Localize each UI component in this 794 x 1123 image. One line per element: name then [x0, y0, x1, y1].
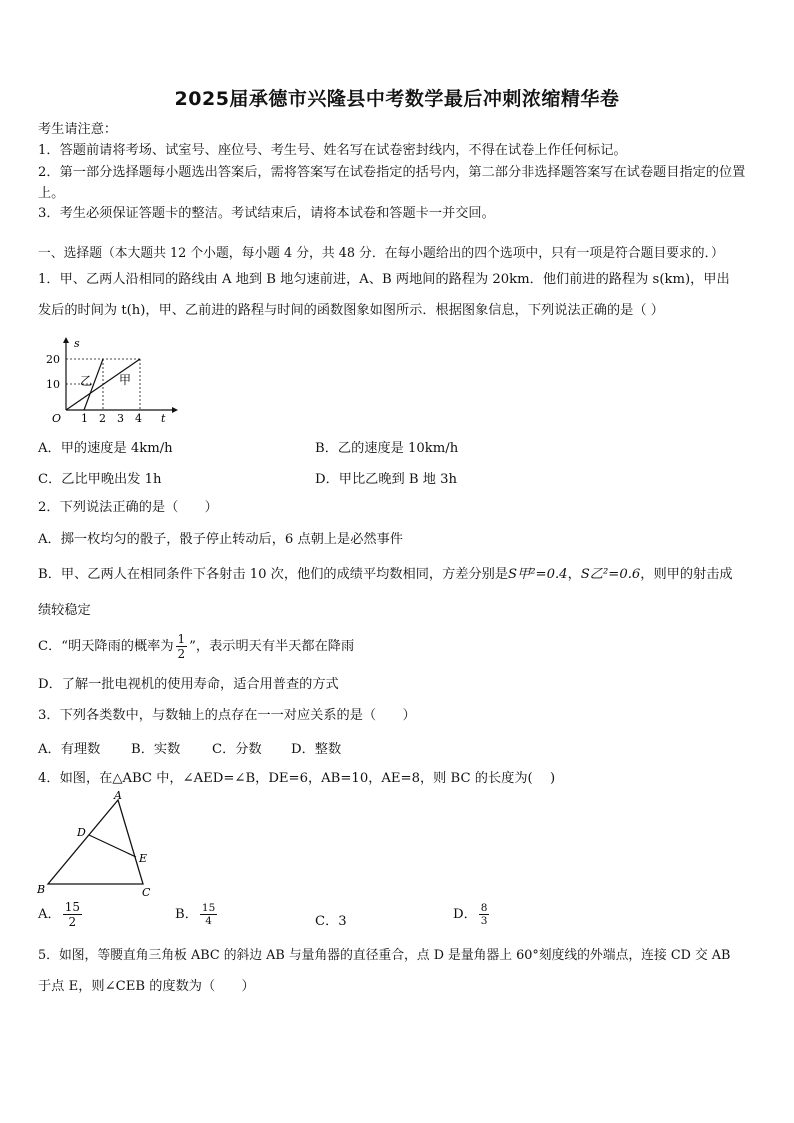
option-prefix: D． [453, 907, 477, 922]
notice-item: 2．第一部分选择题每小题选出答案后，需将答案写在试卷指定的括号内，第二部分非选择题答案写在试卷题目指定的位置上。 [38, 165, 746, 201]
section-heading: 一、选择题（本大题共 12 个小题，每小题 4 分，共 48 分．在每小题给出的四个选项中，只有一项是符合题目要求的．） [38, 246, 724, 261]
vertex-b-label: B [37, 883, 46, 896]
notice-item: 3．考生必须保证答题卡的整洁。考试结束后，请将本试卷和答题卡一并交回。 [38, 206, 495, 221]
q1-option-d: D．甲比乙晚到 B 地 3h [315, 472, 458, 487]
q1-distance-time-graph [40, 334, 180, 426]
x-tick-label: 2 [99, 412, 106, 425]
y-axis-arrow [63, 337, 69, 343]
numerator: 8 [480, 902, 488, 914]
q2-option-c-text-end: ”，表示明天有半天都在降雨 [189, 639, 355, 654]
fraction-15-4 [200, 902, 217, 927]
variance-yi: S乙²=0.6 [580, 567, 641, 582]
q2-stem: 2．下列说法正确的是（ ） [38, 500, 218, 515]
q2-option-a: A．掷一枚均匀的骰子，骰子停止转动后，6 点朝上是必然事件 [38, 532, 403, 547]
vertex-c-label: C [142, 886, 151, 899]
x-tick-label: 3 [117, 412, 124, 425]
denominator: 4 [205, 915, 212, 927]
q4-option-a [38, 900, 84, 929]
q2-option-b-line2: 绩较稳定 [38, 603, 91, 618]
q2-option-c-text: C．“明天降雨的概率为 [38, 639, 174, 654]
point-e-label: E [139, 852, 148, 865]
q2-option-b-text: B．甲、乙两人在相同条件下各射击 10 次，他们的成绩平均数相同，方差分别是 [38, 567, 509, 582]
x-axis-arrow [172, 407, 178, 413]
page-title: 2025届承德市兴隆县中考数学最后冲刺浓缩精华卷 [174, 88, 620, 110]
option-prefix: B． [175, 907, 198, 922]
numerator: 1 [177, 632, 186, 646]
q3-option-c: C．分数 [212, 742, 262, 757]
q4-option-c: C．3 [315, 914, 347, 929]
q4-triangle-figure [36, 790, 161, 900]
denominator: 2 [68, 915, 77, 929]
point-d-label: D [77, 826, 86, 839]
q4-option-b [175, 902, 219, 927]
fraction-8-3 [479, 902, 490, 927]
fraction-one-half [176, 632, 188, 661]
q1-option-b: B．乙的速度是 10km/h [315, 441, 459, 456]
x-tick-label: 4 [135, 412, 142, 425]
fraction-15-2 [63, 900, 82, 929]
q1-option-a: A．甲的速度是 4km/h [38, 441, 173, 456]
denominator: 3 [480, 915, 488, 927]
t-axis-label: t [161, 412, 166, 425]
q1-stem-line1: 1．甲、乙两人沿相同的路线由 A 地到 B 地匀速前进，A、B 两地间的路程为 20km．他们前进的路程为 s(km)，甲出 [38, 272, 730, 287]
y-tick-label: 10 [46, 378, 60, 391]
x-tick-label: 1 [81, 412, 88, 425]
y-tick-label: 20 [46, 353, 60, 366]
option-prefix: A． [38, 907, 61, 922]
q2-option-b-text-end: ，则甲的射击成 [640, 567, 733, 582]
label-jia: 甲 [119, 373, 132, 387]
notice-item: 1．答题前请将考场、试室号、座位号、考生号、姓名写在试卷密封线内，不得在试卷上作任何标记。 [38, 143, 627, 158]
q3-option-b: B．实数 [131, 742, 181, 757]
origin-label: O [52, 412, 62, 425]
s-axis-label: s [74, 337, 80, 350]
q4-option-d [453, 902, 491, 927]
triangle-abc [48, 800, 143, 884]
q2-option-b [38, 565, 733, 585]
notice-heading: 考生请注意： [38, 122, 118, 137]
q3-option-a: A．有理数 [38, 742, 101, 757]
denominator: 2 [177, 647, 186, 661]
variance-jia: S甲²=0.4 [508, 567, 568, 582]
q3-option-d: D．整数 [291, 742, 342, 757]
q4-stem: 4．如图，在△ABC 中，∠AED=∠B，DE=6，AB=10，AE=8，则 BC 的长度为( ) [38, 771, 556, 786]
label-yi: 乙 [80, 374, 93, 388]
q5-stem-line2: 于点 E，则∠CEB 的度数为（ ） [38, 979, 255, 994]
numerator: 15 [64, 900, 80, 914]
q5-stem-line1: 5．如图，等腰直角三角板 ABC 的斜边 AB 与量角器的直径重合，点 D 是量角器上 60°刻度线的外端点，连接 CD 交 AB [38, 948, 731, 963]
q2-option-d: D．了解一批电视机的使用寿命，适合用普查的方式 [38, 677, 339, 692]
q1-stem-line2: 发后的时间为 t(h)，甲、乙前进的路程与时间的函数图象如图所示．根据图象信息，下列说法正确的是（ ） [38, 303, 664, 318]
vertex-a-label: A [114, 790, 122, 802]
numerator: 15 [201, 902, 216, 914]
separator: ， [567, 567, 581, 582]
q2-option-c [38, 632, 354, 661]
q3-stem: 3．下列各类数中，与数轴上的点存在一一对应关系的是（ ） [38, 708, 416, 723]
q1-option-c: C．乙比甲晚出发 1h [38, 472, 162, 487]
